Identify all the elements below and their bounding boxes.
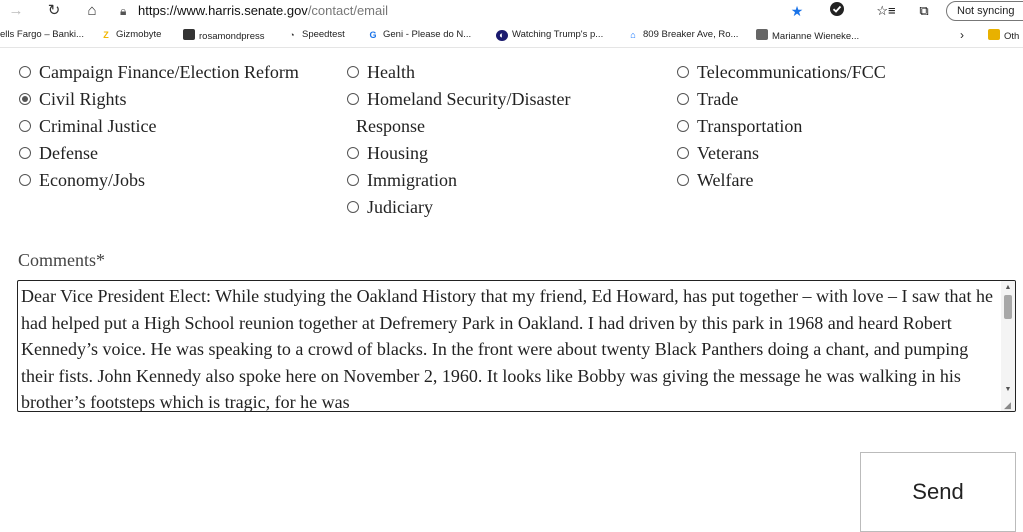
extension-check-icon[interactable] — [826, 1, 848, 21]
bookmark-gizmobyte[interactable]: Z Gizmobyte — [100, 29, 161, 43]
radio-button[interactable] — [677, 66, 689, 78]
topic-campaign-finance[interactable]: Campaign Finance/Election Reform — [19, 60, 299, 84]
url-path: /contact/email — [307, 3, 389, 18]
radio-button[interactable] — [347, 66, 359, 78]
radio-button[interactable] — [677, 120, 689, 132]
radio-button[interactable] — [19, 120, 31, 132]
bookmark-other[interactable]: Oth — [988, 29, 1019, 43]
bookmark-rosamondpress[interactable]: rosamondpress — [183, 29, 264, 43]
collections-icon[interactable]: ⧉ — [919, 3, 929, 18]
topic-transportation[interactable]: Transportation — [677, 114, 802, 138]
gizmobyte-icon: Z — [103, 30, 109, 40]
bookmark-wells-fargo[interactable]: ells Fargo – Banki... — [0, 29, 84, 40]
radio-button[interactable] — [677, 147, 689, 159]
bookmark-marianne[interactable]: Marianne Wieneke... — [756, 29, 859, 43]
bookmarks-bar — [0, 22, 1023, 48]
comments-textarea[interactable] — [17, 280, 1016, 412]
radio-button[interactable] — [347, 174, 359, 186]
topic-telecommunications[interactable]: Telecommunications/FCC — [677, 60, 886, 84]
favorite-star-icon[interactable]: ★ — [790, 3, 804, 19]
url-host: https://www.harris.senate.gov — [138, 3, 308, 18]
comments-label: Comments* — [18, 250, 106, 270]
topic-health[interactable]: Health — [347, 60, 415, 84]
comments-text[interactable]: Dear Vice President Elect: While studying the Oakland History that my friend, Ed Howard, has put together – with love – I saw that he had helped put a High School reunion together at Defremery Park in Oakland. I had driven by this park in 1968 and heard Robert Kennedy’s voice. He was speaking to a crowd of blacks. In the front were about twenty Black Panthers doing a chant, and pumping their fists. John Kennedy also spoke here on November 2, 1960. It looks like Bobby was giving the message he was walking in his brother’s footsteps which is tragic, for he was — [21, 286, 998, 412]
topic-immigration[interactable]: Immigration — [347, 168, 457, 192]
radio-button[interactable] — [19, 147, 31, 159]
address-bar[interactable] — [120, 0, 820, 22]
speedtest-icon: ◔ — [289, 30, 295, 40]
topic-veterans[interactable]: Veterans — [677, 141, 759, 165]
radio-button-selected[interactable] — [19, 93, 31, 105]
bookmark-news[interactable]: ◐ Watching Trump's p... — [496, 29, 603, 43]
textarea-scrollbar[interactable] — [1001, 281, 1015, 411]
radio-button[interactable] — [347, 201, 359, 213]
resize-grip-icon[interactable]: ◢ — [1004, 400, 1011, 410]
lock-icon: 🔒︎ — [120, 4, 127, 18]
topic-housing[interactable]: Housing — [347, 141, 428, 165]
back-icon[interactable]: → — [8, 2, 24, 19]
news-icon: ◐ — [496, 30, 508, 41]
topic-homeland-security[interactable]: Homeland Security/Disaster — [347, 87, 570, 111]
topic-defense[interactable]: Defense — [19, 141, 98, 165]
refresh-icon[interactable]: ↻ — [47, 2, 61, 19]
topic-trade[interactable]: Trade — [677, 87, 738, 111]
folder-icon — [988, 29, 1000, 40]
favorites-list-icon[interactable]: ☆≡ — [876, 3, 896, 18]
topic-judiciary[interactable]: Judiciary — [347, 195, 433, 219]
radio-button[interactable] — [347, 147, 359, 159]
bookmark-geni[interactable]: G Geni - Please do N... — [367, 29, 471, 43]
scroll-thumb[interactable] — [1004, 295, 1012, 319]
radio-button[interactable] — [347, 93, 359, 105]
radio-button[interactable] — [677, 93, 689, 105]
scroll-up-icon[interactable]: ▲ — [1004, 283, 1012, 291]
email-form — [0, 48, 1023, 532]
zillow-icon: ⌂ — [630, 30, 636, 40]
bookmark-zillow[interactable]: ⌂ 809 Breaker Ave, Ro... — [627, 29, 738, 43]
geni-icon: G — [369, 30, 377, 40]
photo-icon — [756, 29, 768, 40]
topic-welfare[interactable]: Welfare — [677, 168, 754, 192]
topic-civil-rights[interactable]: Civil Rights — [19, 87, 127, 111]
home-icon[interactable]: ⌂ — [87, 2, 97, 19]
browser-toolbar — [0, 0, 1023, 22]
radio-button[interactable] — [19, 174, 31, 186]
sync-button[interactable]: Not syncing — [946, 1, 1023, 21]
scroll-down-icon[interactable]: ▼ — [1004, 385, 1012, 393]
send-button[interactable]: Send — [860, 452, 1016, 532]
chevron-right-icon[interactable]: › — [960, 28, 964, 42]
bookmark-speedtest[interactable]: ◔ Speedtest — [286, 29, 345, 43]
rosamondpress-icon — [183, 29, 195, 40]
topic-homeland-security-continued: Response — [356, 116, 425, 136]
topic-criminal-justice[interactable]: Criminal Justice — [19, 114, 156, 138]
radio-button[interactable] — [677, 174, 689, 186]
radio-button[interactable] — [19, 66, 31, 78]
topic-economy-jobs[interactable]: Economy/Jobs — [19, 168, 145, 192]
